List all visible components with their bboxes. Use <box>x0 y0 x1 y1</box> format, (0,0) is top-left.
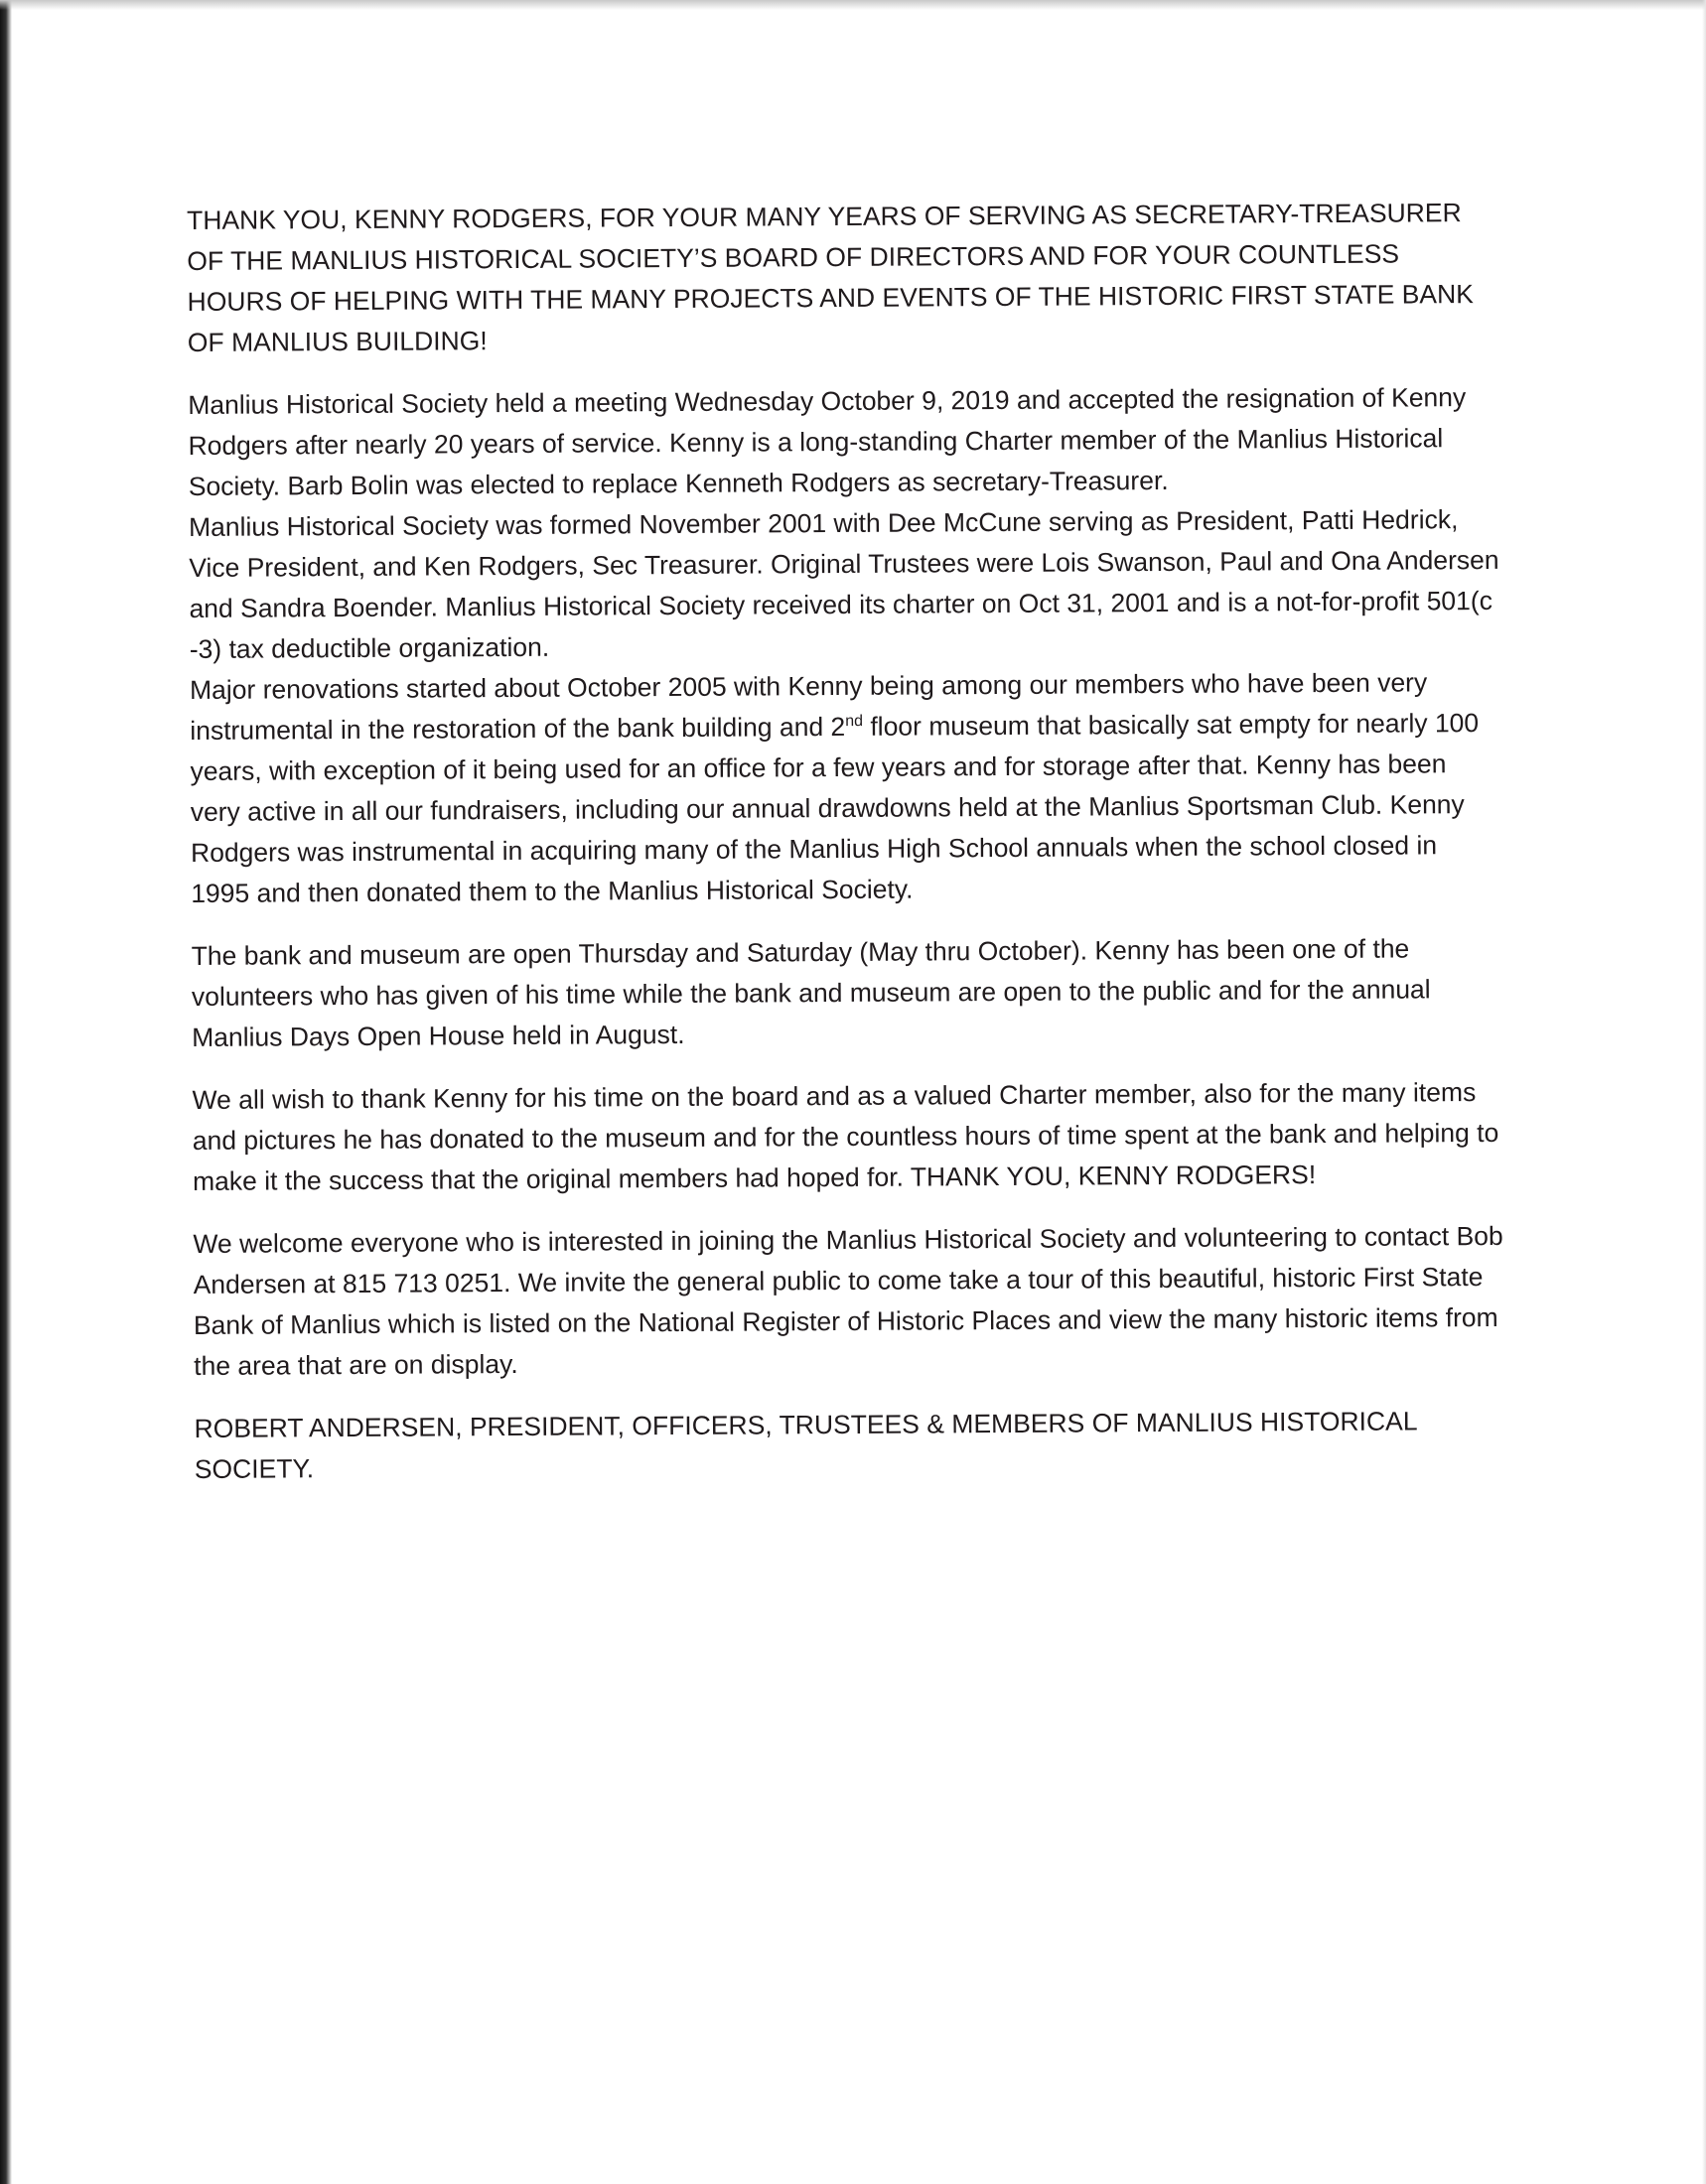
paragraph-welcome: We welcome everyone who is interested in joining the Manlius Historical Society and volunteering to contact Bob Andersen at 815 713 0251. We invite the general public to come take a tour of this beautiful, historic First State Bank of Manlius which is listed on the National Register of Historic Places and view the many historic items from the area that are on display. <box>193 1220 1503 1381</box>
letter-heading: THANK YOU, KENNY RODGERS, FOR YOUR MANY YEARS OF SERVING AS SECRETARY-TREASURER OF THE MANLIUS HISTORICAL SOCIETY’S BOARD OF DIRECTORS AND FOR YOUR COUNTLESS HOURS OF HELPING WITH THE MANY PROJECTS AND EVENTS OF THE HISTORIC FIRST STATE BANK OF MANLIUS BUILDING! <box>187 198 1474 357</box>
letter-body <box>187 193 1505 1512</box>
scan-border-right <box>1702 0 1706 2184</box>
renovations-text-after: floor museum that basically sat empty for nearly 100 years, with exception of it being used for an office for a few years and for storage after that. Kenny has been very active in all our fundraisers, including our annual drawdowns held at the Manlius Sportsman Club. Kenny Rodgers was instrumental in acquiring many of the Manlius High School annuals when the school closed in 1995 and then donated them to the Manlius Historical Society. <box>190 708 1480 908</box>
scan-border-top <box>0 0 1706 10</box>
paragraph-thanks: We all wish to thank Kenny for his time on the board and as a valued Charter member, also for the many items and pictures he has donated to the museum and for the countless hours of time spent at the bank and helping to make it the success that the original members had hoped for. THANK YOU, KENNY RODGERS! <box>192 1077 1499 1196</box>
paragraph-renovations <box>190 662 1501 914</box>
signature-line: ROBERT ANDERSEN, PRESIDENT, OFFICERS, TRUSTEES & MEMBERS OF MANLIUS HISTORICAL SOCIETY. <box>194 1406 1417 1484</box>
paragraph-formation: Manlius Historical Society was formed November 2001 with Dee McCune serving as President, Patti Hedrick, Vice President, and Ken Rodgers, Sec Treasurer. Original Trustees were Lois Swanson, Paul and Ona Andersen and Sandra Boender. Manlius Historical Society received its charter on Oct 31, 2001 and is a not-for-profit 501(c -3) tax deductible organization. <box>188 504 1499 664</box>
paragraph-open-hours: The bank and museum are open Thursday and Saturday (May thru October). Kenny has been one of the volunteers who has given of his time while the bank and museum are open to the public and for the annual Manlius Days Open House held in August. <box>191 933 1431 1052</box>
renovations-text-before: Major renovations started about October 2005 with Kenny being among our members who have been very instrumental in the restoration of the bank building and 2 <box>189 667 1428 746</box>
ordinal-superscript: nd <box>845 713 864 731</box>
scan-border-left <box>0 0 12 2184</box>
paragraph-meeting: Manlius Historical Society held a meeting Wednesday October 9, 2019 and accepted the resignation of Kenny Rodgers after nearly 20 years of service. Kenny is a long-standing Charter member of the Manlius Historical Society. Barb Bolin was elected to replace Kenneth Rodgers as secretary-Treasurer. <box>188 382 1467 501</box>
